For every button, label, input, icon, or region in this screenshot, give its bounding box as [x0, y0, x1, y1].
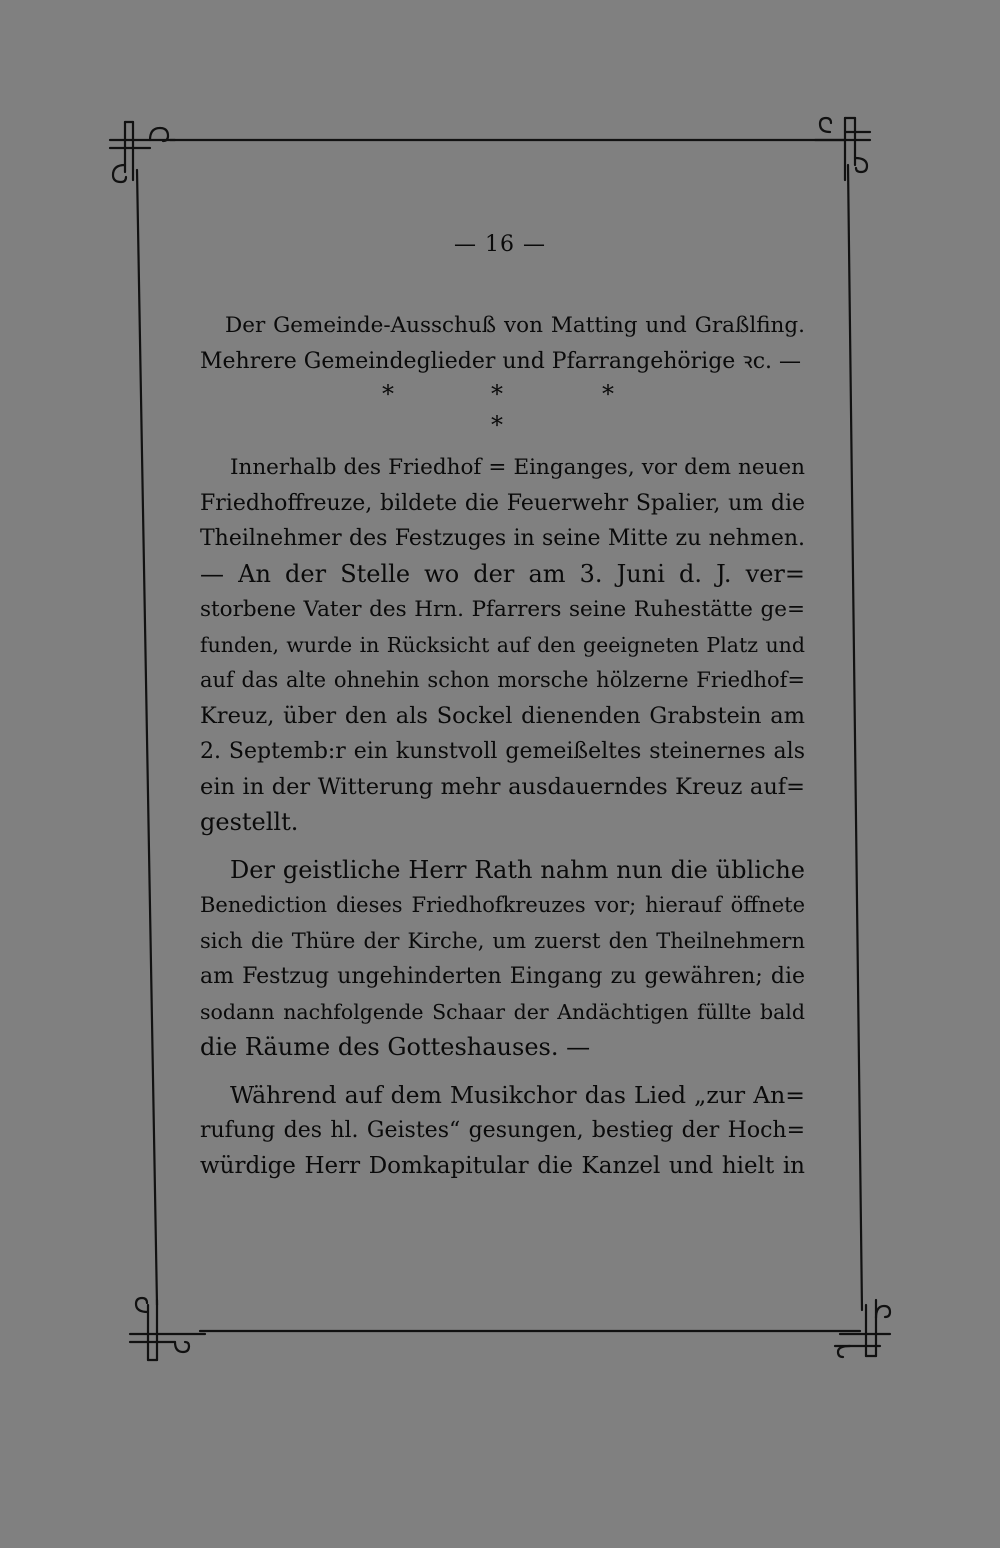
text-line: storbene Vater des Hrn. Pfarrers seine Ruhestätte ge= — [200, 597, 805, 622]
text-line: würdige Herr Domkapitular die Kanzel und hielt in — [200, 1152, 805, 1179]
page-number: — 16 — — [454, 232, 546, 257]
text-line: — An der Stelle wo der am 3. Juni d. J. ver= — [200, 559, 805, 588]
text-line: auf das alte ohnehin schon morsche hölzerne Friedhof= — [200, 668, 805, 692]
text-line: Innerhalb des Friedhof = Einganges, vor dem neuen — [230, 455, 805, 480]
signature-block — [200, 308, 805, 379]
text-line: Der Gemeinde-Ausschuß von Matting und Graßlfing. — [225, 313, 805, 338]
text-line: rufung des hl. Geistes“ gesungen, bestieg der Hoch= — [200, 1118, 805, 1143]
text-line: Benediction dieses Friedhofkreuzes vor; hierauf öffnete — [200, 893, 805, 917]
asterism-separator-lower — [200, 411, 805, 450]
text-line: Theilnehmer des Festzuges in seine Mitte zu nehmen. — [200, 526, 805, 551]
paragraph — [200, 853, 805, 1066]
text-line: sodann nachfolgende Schaar der Andächtigen füllte bald — [200, 999, 805, 1024]
text-line: die Räume des Gotteshauses. — — [200, 1033, 591, 1061]
text-line: funden, wurde in Rücksicht auf den geeigneten Platz und — [200, 632, 805, 657]
text-line: gestellt. — [200, 808, 299, 836]
text-line: Mehrere Gemeindeglieder und Pfarrangehörige ꝛc. — — [200, 348, 802, 374]
asterism-star: * — [491, 411, 503, 439]
text-line: Der geistliche Herr Rath nahm nun die übliche — [230, 855, 805, 884]
asterism-star: * — [382, 380, 394, 408]
text-line: Während auf dem Musikchor das Lied „zur An= — [230, 1080, 805, 1109]
text-line: Kreuz, über den als Sockel dienenden Grabstein am — [200, 702, 805, 729]
text-line: 2. Septemb:r ein kunstvoll gemeißeltes steinernes als — [200, 739, 805, 764]
text-line: sich die Thüre der Kirche, um zuerst den Theilnehmern — [200, 928, 805, 953]
text-line: am Festzug ungehinderten Eingang zu gewähren; die — [200, 964, 805, 989]
paragraph — [200, 450, 805, 841]
text-line: ein in der Witterung mehr ausdauerndes Kreuz auf= — [200, 773, 805, 800]
asterism-star: * — [491, 380, 503, 408]
text-line: Friedhoffreuze, bildete die Feuerwehr Spalier, um die — [200, 490, 805, 516]
page-body — [200, 308, 805, 1184]
asterism-star: * — [602, 380, 614, 408]
paragraph — [200, 1078, 805, 1185]
